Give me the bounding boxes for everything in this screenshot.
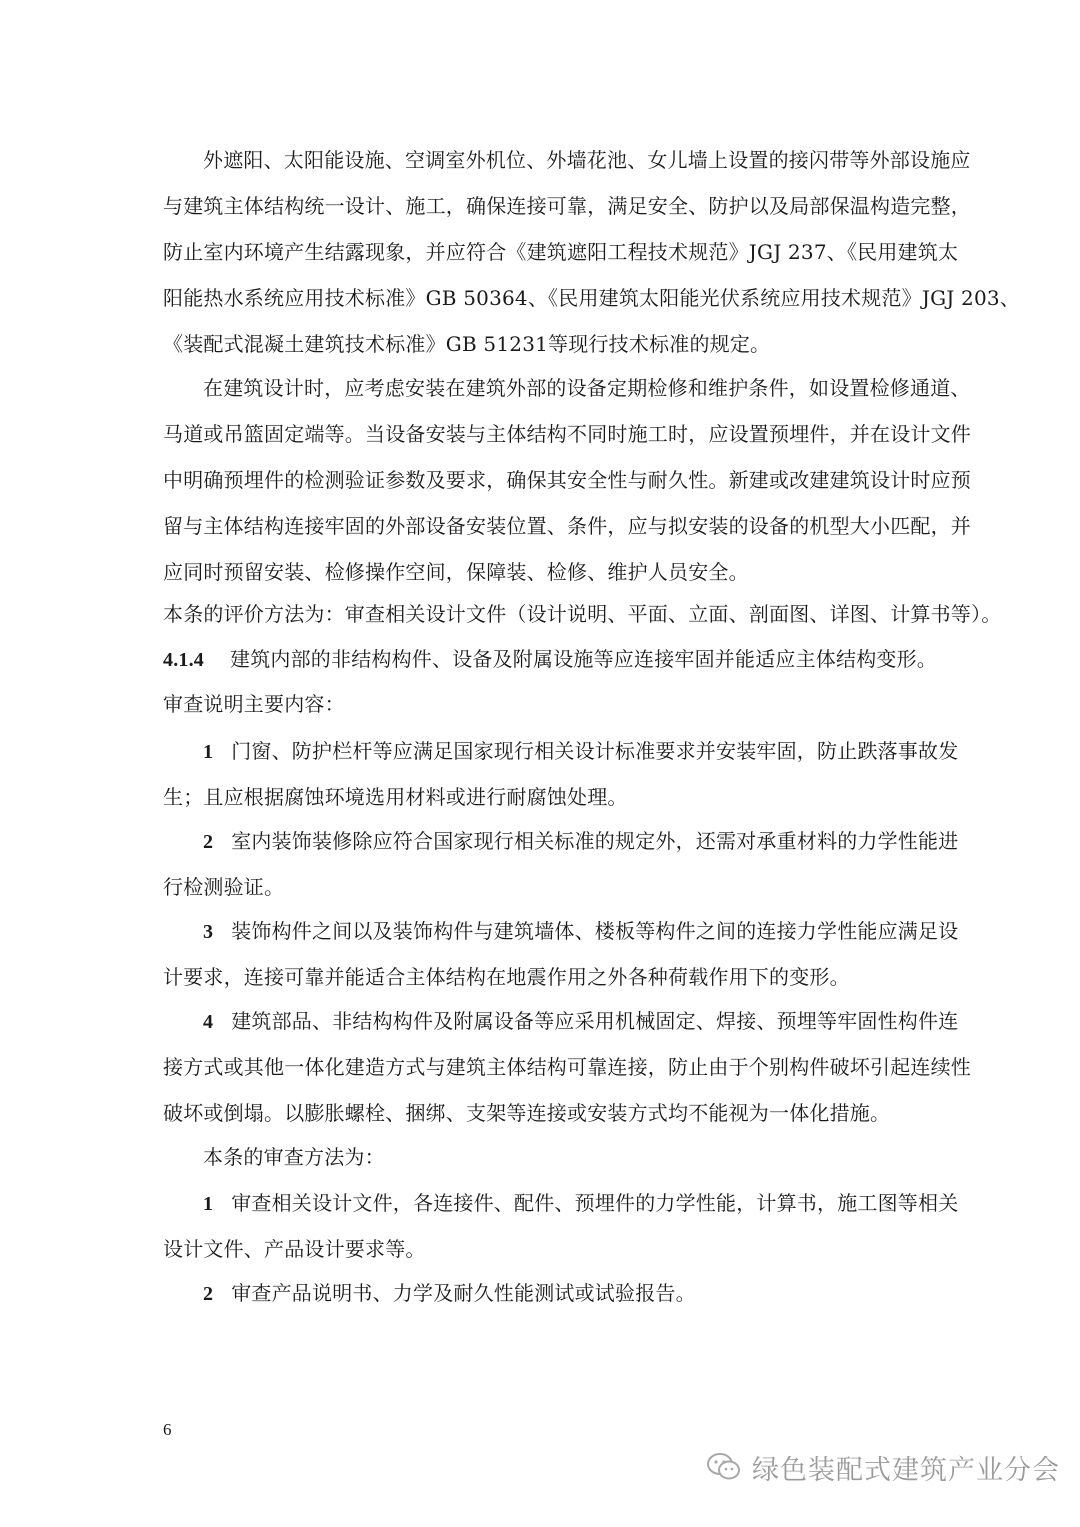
item-number: 4 [203, 1011, 214, 1033]
page-number: 6 [163, 1420, 172, 1439]
item-text: 室内装饰装修除应符合国家现行相关标准的规定外，还需对承重材料的力学性能进 [231, 829, 959, 853]
method-item-1-cont: 设计文件、产品设计要求等。 [163, 1237, 426, 1261]
paragraph-1-line-3: 防止室内环境产生结露现象，并应符合《建筑遮阳工程技术规范》JGJ 237、《民用建筑太 [163, 240, 959, 264]
item-number: 2 [203, 831, 214, 853]
method-item-1 [0, 1180, 1080, 1227]
method-item-2 [0, 1270, 1080, 1317]
paragraph-2-line-2: 马道或吊篮固定端等。当设备安装与主体结构不同时施工时，应设置预埋件，并在设计文件 [163, 422, 971, 446]
paragraph-2-line-1: 在建筑设计时，应考虑安装在建筑外部的设备定期检修和维护条件，如设置检修通道、 [203, 376, 971, 400]
item-text: 建筑部品、非结构构件及附属设备等应采用机械固定、焊接、预埋等牢固性构件连 [231, 1009, 959, 1033]
clause-heading [0, 636, 1080, 683]
review-item-2-cont: 行检测验证。 [163, 875, 285, 899]
wechat-icon [706, 1452, 742, 1482]
review-item-2 [0, 818, 1080, 865]
item-text: 审查产品说明书、力学及耐久性能测试或试验报告。 [231, 1281, 696, 1305]
item-text: 审查相关设计文件，各连接件、配件、预埋件的力学性能，计算书，施工图等相关 [231, 1191, 959, 1215]
paragraph-2-line-3: 中明确预埋件的检测验证参数及要求，确保其安全性与耐久性。新建或改建建筑设计时应预 [163, 468, 971, 492]
paragraph-2-line-4: 留与主体结构连接牢固的外部设备安装位置、条件，应与拟安装的设备的机型大小匹配，并 [163, 514, 971, 538]
review-item-1 [0, 728, 1080, 775]
paragraph-1-line-5: 《装配式混凝土建筑技术标准》GB 51231等现行技术标准的规定。 [163, 332, 771, 356]
paragraph-1-line-1: 外遮阳、太阳能设施、空调室外机位、外墙花池、女儿墙上设置的接闪带等外部设施应 [203, 148, 971, 172]
clause-text: 建筑内部的非结构构件、设备及附属设施等应连接牢固并能适应主体结构变形。 [230, 647, 937, 671]
item-number: 3 [203, 921, 214, 943]
review-item-3-cont: 计要求，连接可靠并能适合主体结构在地震作用之外各种荷载作用下的变形。 [163, 965, 850, 989]
review-item-4-cont-2: 破坏或倒塌。以膨胀螺栓、捆绑、支架等连接或安装方式均不能视为一体化措施。 [163, 1101, 891, 1125]
method-heading: 本条的审查方法为： [203, 1145, 385, 1169]
item-number: 2 [203, 1283, 214, 1305]
paragraph-1-line-2: 与建筑主体结构统一设计、施工，确保连接可靠，满足安全、防护以及局部保温构造完整， [163, 194, 971, 218]
paragraph-1-line-4: 阳能热水系统应用技术标准》GB 50364、《民用建筑太阳能光伏系统应用技术规范》JGJ 203、 [163, 286, 1020, 310]
evaluation-method: 本条的评价方法为：审查相关设计文件（设计说明、平面、立面、剖面图、详图、计算书等）。 [163, 602, 1002, 626]
item-number: 1 [203, 741, 214, 763]
item-text: 门窗、防护栏杆等应满足国家现行相关设计标准要求并安装牢固，防止跌落事故发 [231, 739, 959, 763]
paragraph-2-line-5: 应同时预留安装、检修操作空间，保障装、检修、维护人员安全。 [163, 560, 749, 584]
review-item-1-cont: 生；且应根据腐蚀环境选用材料或进行耐腐蚀处理。 [163, 785, 628, 809]
clause-number: 4.1.4 [163, 649, 204, 671]
review-heading: 审查说明主要内容： [163, 692, 345, 716]
item-number: 1 [203, 1193, 214, 1215]
watermark [706, 1445, 1060, 1489]
review-item-3 [0, 908, 1080, 955]
watermark-text: 绿色装配式建筑产业分会 [752, 1454, 1060, 1486]
review-item-4-cont-1: 接方式或其他一体化建造方式与建筑主体结构可靠连接，防止由于个别构件破坏引起连续性 [163, 1055, 971, 1079]
review-item-4 [0, 998, 1080, 1045]
item-text: 装饰构件之间以及装饰构件与建筑墙体、楼板等构件之间的连接力学性能应满足设 [231, 919, 959, 943]
